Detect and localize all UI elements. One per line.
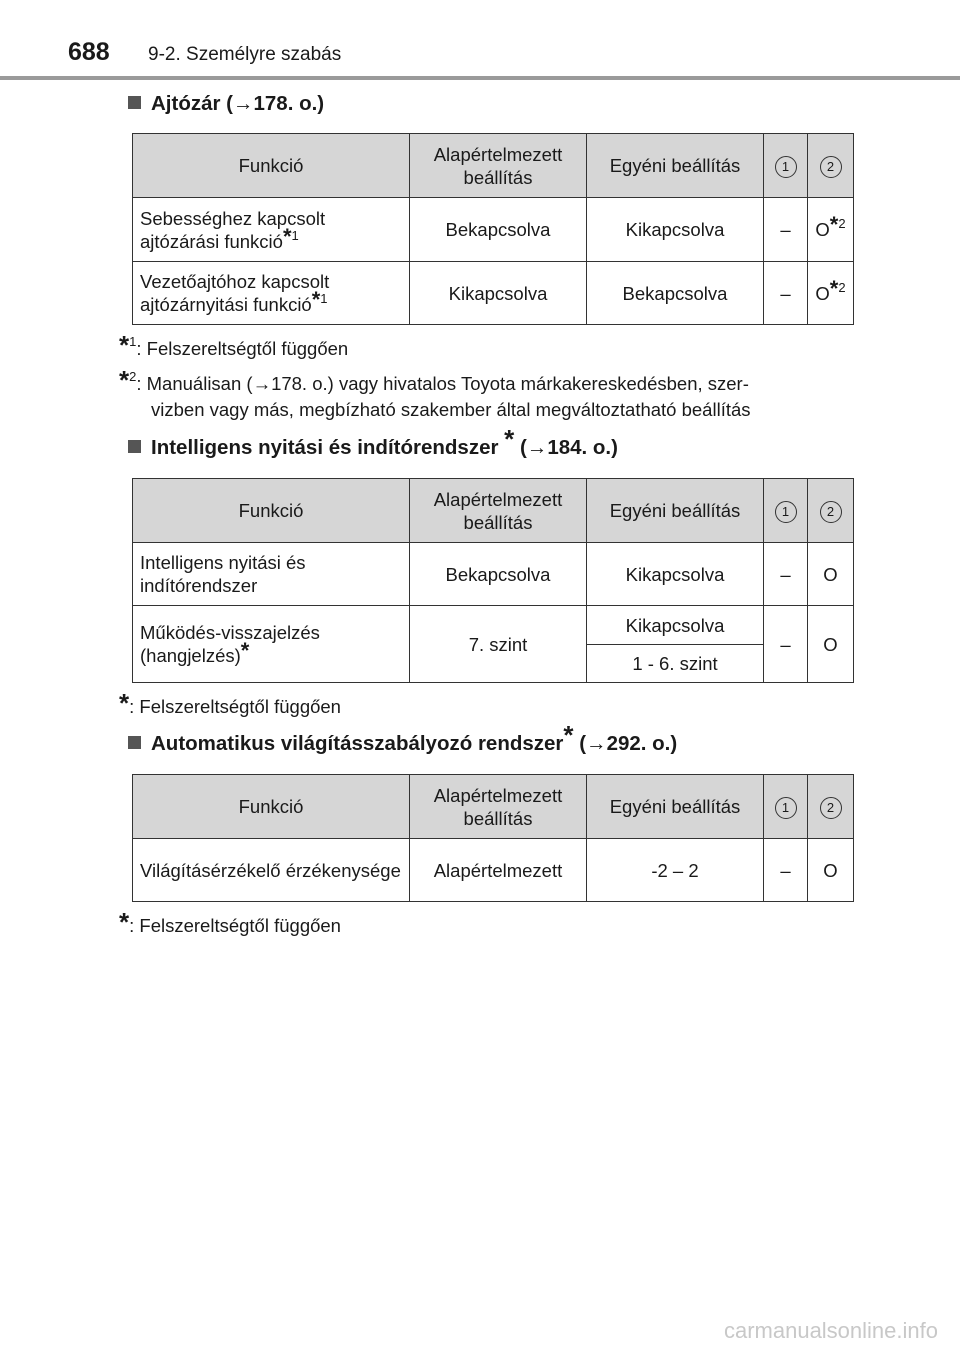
door-lock-table — [132, 133, 854, 325]
method-1-cell: – — [764, 839, 808, 902]
footnote-2: *$^2$: Manuálisan (→178. o.) vagy hivatalos Toyota márkakereskedésben, szer- vizben vagy más, megbízható szakember által megváltoztatható beállítás — [119, 365, 751, 420]
circled-two-icon: 2 — [820, 797, 842, 819]
asterisk-mark: * — [282, 223, 292, 249]
method-1-cell: – — [764, 606, 808, 683]
method-2-cell: O — [808, 606, 854, 683]
method-2-cell: O — [808, 543, 854, 606]
square-bullet-icon — [128, 736, 141, 749]
asterisk-mark: * — [563, 720, 574, 750]
header-divider — [0, 76, 960, 80]
asterisk-mark: * — [311, 287, 321, 312]
function-cell: Működés-visszajelzés (hangjelzés)* — [133, 606, 410, 683]
square-bullet-icon — [128, 440, 141, 453]
footnote-smart-entry: *: Felszereltségtől függően — [119, 688, 341, 718]
circled-one-icon: 1 — [775, 797, 797, 819]
table-header-row — [133, 134, 854, 198]
function-cell: Világításérzékelő érzékenysége — [133, 839, 410, 902]
method-2-cell: O — [808, 839, 854, 902]
column-header-method-2 — [808, 134, 854, 198]
method-1-cell: – — [764, 262, 808, 325]
custom-cell: Kikapcsolva — [587, 543, 764, 606]
circled-one-icon: 1 — [775, 156, 797, 178]
custom-cell: Bekapcsolva — [587, 262, 764, 325]
footnote-1: *$^1$: Felszereltségtől függően — [119, 330, 349, 360]
method-2-cell: O*$^2$ — [808, 262, 854, 325]
column-header-custom: Egyéni beállítás — [587, 479, 764, 543]
table-header-row — [133, 775, 854, 839]
auto-light-table — [132, 774, 854, 902]
default-cell: Kikapcsolva — [410, 262, 587, 325]
asterisk-mark: * — [240, 638, 250, 663]
default-cell: Bekapcsolva — [410, 543, 587, 606]
default-cell: Bekapcsolva — [410, 198, 587, 262]
watermark-text: carmanualsonline.info — [723, 1318, 938, 1343]
circled-one-icon: 1 — [775, 501, 797, 523]
footnote-auto-light: *: Felszereltségtől függően — [119, 907, 341, 937]
square-bullet-icon — [128, 96, 141, 109]
column-header-default: Alapértelmezett beállítás — [410, 775, 587, 839]
smart-entry-table — [132, 478, 854, 683]
custom-cell: Kikapcsolva — [587, 198, 764, 262]
column-header-method-2 — [808, 775, 854, 839]
section-heading-smart-entry: Intelligens nyitási és indítórendszer * (→184. o.) — [128, 436, 618, 460]
table-row — [133, 262, 854, 325]
table-header-row — [133, 479, 854, 543]
column-header-method-1 — [764, 134, 808, 198]
page-number: 688 — [68, 38, 110, 66]
method-1-cell: – — [764, 543, 808, 606]
column-header-method-1 — [764, 479, 808, 543]
column-header-default: Alapértelmezett beállítás — [410, 134, 587, 198]
column-header-method-1 — [764, 775, 808, 839]
table-row — [133, 543, 854, 606]
column-header-function: Funkció — [133, 134, 410, 198]
default-cell: Alapértelmezett — [410, 839, 587, 902]
page-header — [0, 0, 960, 80]
table-row — [133, 606, 854, 645]
table-row — [133, 839, 854, 902]
function-cell: Vezetőajtóhoz kapcsolt ajtózárnyitási funkció*$^1$ — [133, 262, 410, 325]
column-header-function: Funkció — [133, 479, 410, 543]
custom-cell: -2 – 2 — [587, 839, 764, 902]
method-2-cell: O*$^2$ — [808, 198, 854, 262]
method-1-cell: – — [764, 198, 808, 262]
circled-two-icon: 2 — [820, 501, 842, 523]
column-header-function: Funkció — [133, 775, 410, 839]
column-header-default: Alapértelmezett beállítás — [410, 479, 587, 543]
asterisk-mark: * — [504, 424, 515, 454]
section-heading-auto-light: Automatikus világításszabályozó rendszer* (→292. o.) — [128, 732, 677, 756]
chapter-title: 9-2. Személyre szabás — [148, 44, 342, 65]
default-cell: 7. szint — [410, 606, 587, 683]
column-header-custom: Egyéni beállítás — [587, 775, 764, 839]
function-cell: Sebességhez kapcsolt ajtózárási funkció*$^1$ — [133, 198, 410, 262]
custom-cell: Kikapcsolva — [587, 606, 764, 645]
column-header-method-2 — [808, 479, 854, 543]
function-cell: Intelligens nyitási és indítórendszer — [133, 543, 410, 606]
custom-cell: 1 - 6. szint — [587, 645, 764, 683]
table-row — [133, 198, 854, 262]
circled-two-icon: 2 — [820, 156, 842, 178]
column-header-custom: Egyéni beállítás — [587, 134, 764, 198]
section-heading-door-lock: Ajtózár (→178. o.) — [128, 92, 324, 116]
